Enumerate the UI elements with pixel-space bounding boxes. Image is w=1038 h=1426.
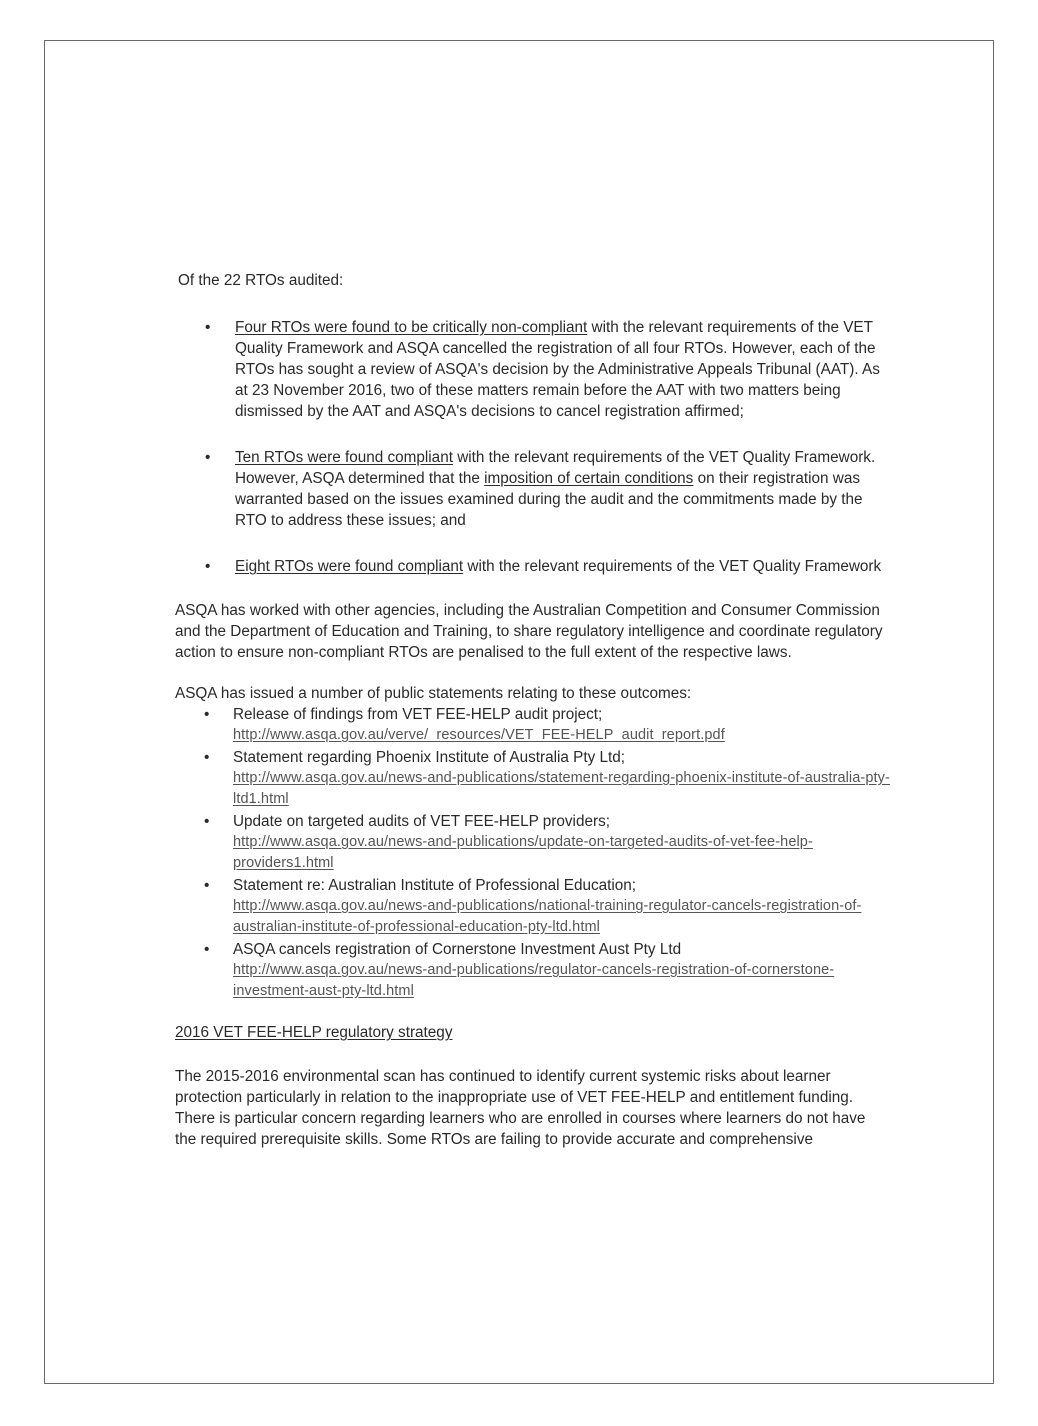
finding-lead: Ten RTOs were found compliant	[235, 449, 453, 466]
statement-link[interactable]: http://www.asqa.gov.au/news-and-publications/statement-regarding-phoenix-institute-of-australia-pty-ltd1.html	[233, 770, 890, 807]
finding-item	[175, 556, 890, 577]
statement-title: • Statement regarding Phoenix Institute of Australia Pty Ltd;	[233, 749, 625, 766]
statement-item	[175, 704, 890, 746]
finding-item	[175, 317, 890, 422]
finding-lead: Eight RTOs were found compliant	[235, 558, 464, 575]
audit-findings-list	[175, 317, 890, 577]
public-statements-list	[175, 704, 890, 1002]
statement-item	[175, 939, 890, 1002]
statement-link[interactable]: http://www.asqa.gov.au/verve/_resources/VET_FEE-HELP_audit_report.pdf	[233, 727, 725, 743]
intro-text: Of the 22 RTOs audited:	[178, 272, 344, 289]
finding-item	[175, 447, 890, 531]
agencies-paragraph: ASQA has worked with other agencies, including the Australian Competition and Consumer Commission and the Department of Education and Training, to share regulatory intelligence and coordinate regulatory action to ensure non-compliant RTOs are penalised to the full extent of the respective laws.	[175, 602, 883, 661]
finding-lead: Four RTOs were found to be critically non-compliant	[235, 319, 588, 336]
statement-item	[175, 811, 890, 874]
environmental-scan-paragraph: The 2015-2016 environmental scan has continued to identify current systemic risks about learner protection particularly in relation to the inappropriate use of VET FEE-HELP and entitlement funding. There is particular concern regarding learners who are enrolled in courses where learners do not have the required prerequisite skills. Some RTOs are failing to provide accurate and comprehensive	[175, 1068, 866, 1148]
statement-title: • Statement re: Australian Institute of Professional Education;	[233, 877, 637, 894]
statement-title: • Release of findings from VET FEE-HELP audit project;	[233, 706, 603, 723]
statement-title: • Update on targeted audits of VET FEE-HELP providers;	[233, 813, 610, 830]
statement-link[interactable]: http://www.asqa.gov.au/news-and-publications/national-training-regulator-cancels-registration-of-australian-institute-of-professional-education-pty-ltd.html	[233, 898, 862, 935]
statements-intro: ASQA has issued a number of public statements relating to these outcomes:	[175, 685, 692, 702]
statement-item	[175, 875, 890, 938]
finding-text: with the relevant requirements of the VET Quality Framework. However, ASQA determined that the	[235, 449, 876, 487]
statement-link[interactable]: http://www.asqa.gov.au/news-and-publications/update-on-targeted-audits-of-vet-fee-help-providers1.html	[233, 834, 813, 871]
section-heading: 2016 VET FEE-HELP regulatory strategy	[175, 1024, 453, 1041]
statement-link[interactable]: http://www.asqa.gov.au/news-and-publications/regulator-cancels-registration-of-cornerstone-investment-aust-pty-ltd.html	[233, 962, 835, 999]
finding-text: with the relevant requirements of the VET Quality Framework	[463, 558, 882, 575]
statement-item	[175, 747, 890, 810]
document-body	[175, 270, 890, 1150]
finding-text: with the relevant requirements of the VET Quality Framework and ASQA cancelled the registration of all four RTOs. However, each of the RTOs has sought a review of ASQA's decision by the Administrative Appeals Tribunal (AAT). As at 23 November 2016, two of these matters remain before the AAT with two matters being dismissed by the AAT and ASQA's decisions to cancel registration affirmed;	[235, 319, 880, 420]
finding-text: on their registration was warranted based on the issues examined during the audit and the commitments made by the RTO to address these issues; and	[235, 470, 863, 529]
finding-underlined-phrase: imposition of certain conditions	[484, 470, 694, 487]
statement-title: • ASQA cancels registration of Cornerstone Investment Aust Pty Ltd	[233, 941, 682, 958]
